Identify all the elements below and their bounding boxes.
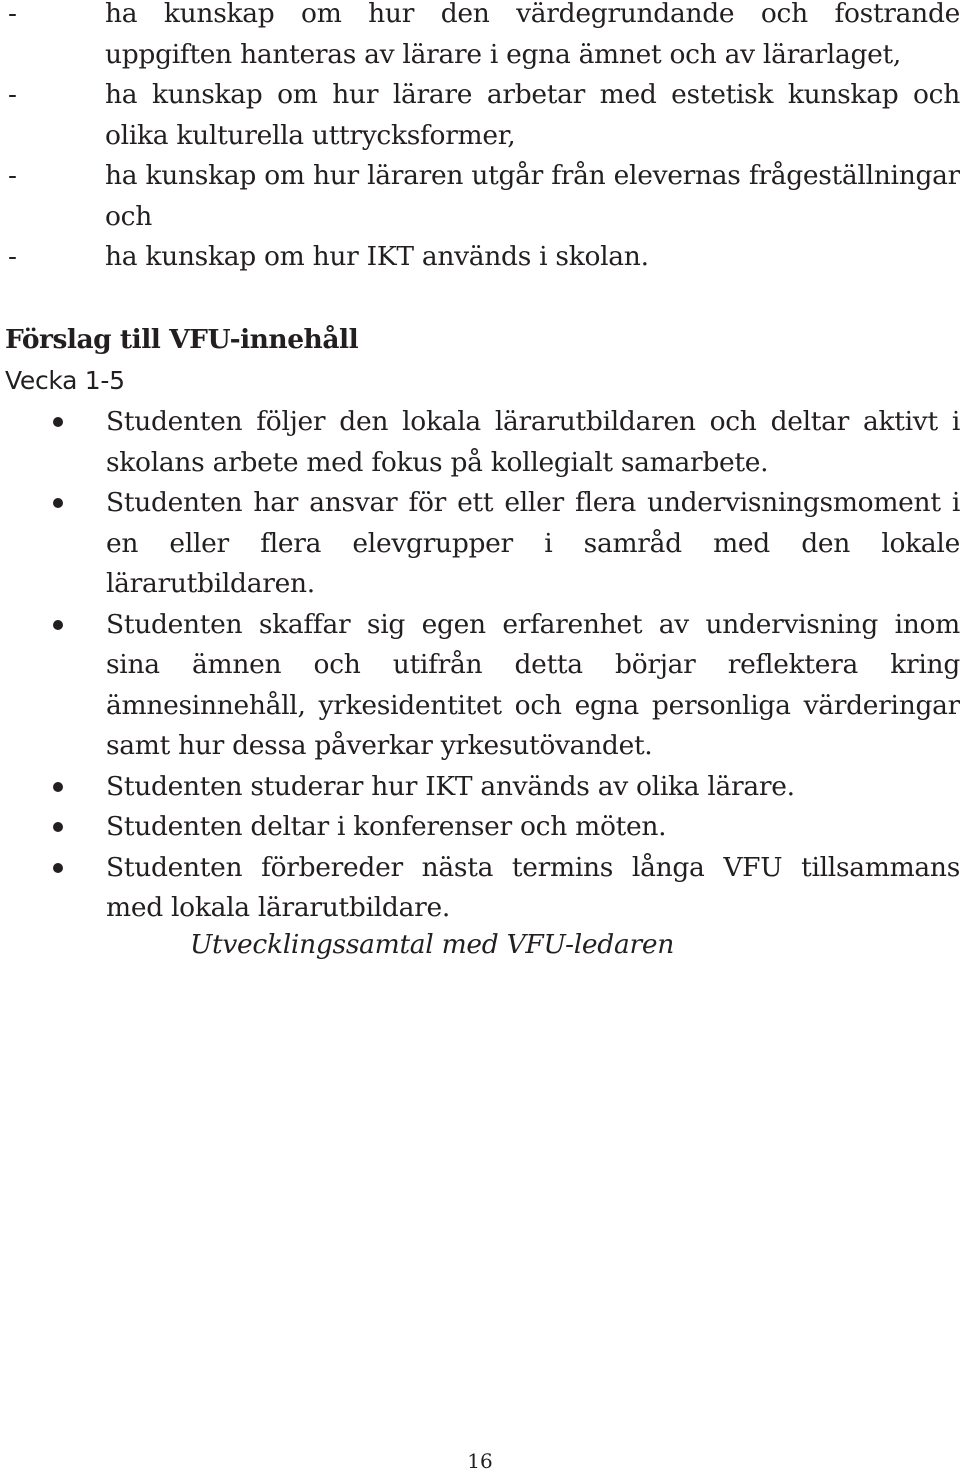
bullet-list-item	[0, 807, 960, 848]
closing-italic-line: Utvecklingssamtal med VFU-ledaren	[190, 929, 674, 960]
bullet-dot-icon	[53, 822, 63, 832]
dash-item-text: ha kunskap om hur lärare arbetar med estetisk kunskap och olika kulturella uttrycksformer,	[105, 79, 960, 151]
dash-marker: -	[8, 160, 17, 191]
bullet-dot-icon	[53, 498, 63, 508]
dash-list	[0, 0, 960, 278]
dash-marker: -	[8, 241, 17, 272]
dash-list-item	[0, 156, 960, 237]
section-subheading: Vecka 1-5	[5, 366, 125, 395]
bullet-list	[0, 402, 960, 929]
dash-item-text: ha kunskap om hur den värdegrundande och fostrande uppgiften hanteras av lärare i egna ämnet och av lärarlaget,	[105, 0, 960, 70]
bullet-dot-icon	[53, 782, 63, 792]
bullet-list-item	[0, 402, 960, 483]
dash-list-item	[0, 237, 960, 278]
bullet-list-item	[0, 848, 960, 929]
page-number: 16	[467, 1449, 493, 1473]
bullet-item-text: Studenten förbereder nästa termins långa VFU tillsammans med lokala lärarutbildare.	[106, 851, 960, 923]
dash-marker: -	[8, 79, 17, 110]
bullet-dot-icon	[53, 417, 63, 427]
dash-item-text: ha kunskap om hur IKT används i skolan.	[105, 241, 649, 272]
bullet-item-text: Studenten deltar i konferenser och möten.	[106, 811, 667, 842]
dash-list-item	[0, 0, 960, 75]
bullet-item-text: Studenten skaffar sig egen erfarenhet av undervisning inom sina ämnen och utifrån detta börjar reflektera kring ämnesinnehåll, yrkesidentitet och egna personliga värderingar samt hur dessa påverkar yrkesutövandet.	[106, 608, 960, 761]
bullet-item-text: Studenten har ansvar för ett eller flera undervisningsmoment i en eller flera elevgrupper i samråd med den lokale lärarutbildaren.	[106, 487, 960, 599]
bullet-dot-icon	[53, 620, 63, 630]
bullet-item-text: Studenten följer den lokala lärarutbildaren och deltar aktivt i skolans arbete med fokus på kollegialt samarbete.	[106, 406, 960, 478]
dash-list-item	[0, 75, 960, 156]
dash-item-text: ha kunskap om hur läraren utgår från elevernas frågeställningar och	[105, 160, 960, 232]
bullet-list-item	[0, 767, 960, 808]
dash-marker: -	[8, 0, 17, 29]
bullet-list-item	[0, 483, 960, 605]
bullet-item-text: Studenten studerar hur IKT används av olika lärare.	[106, 770, 795, 802]
bullet-dot-icon	[53, 863, 63, 873]
section-heading: Förslag till VFU-innehåll	[5, 324, 359, 355]
bullet-list-item	[0, 605, 960, 767]
